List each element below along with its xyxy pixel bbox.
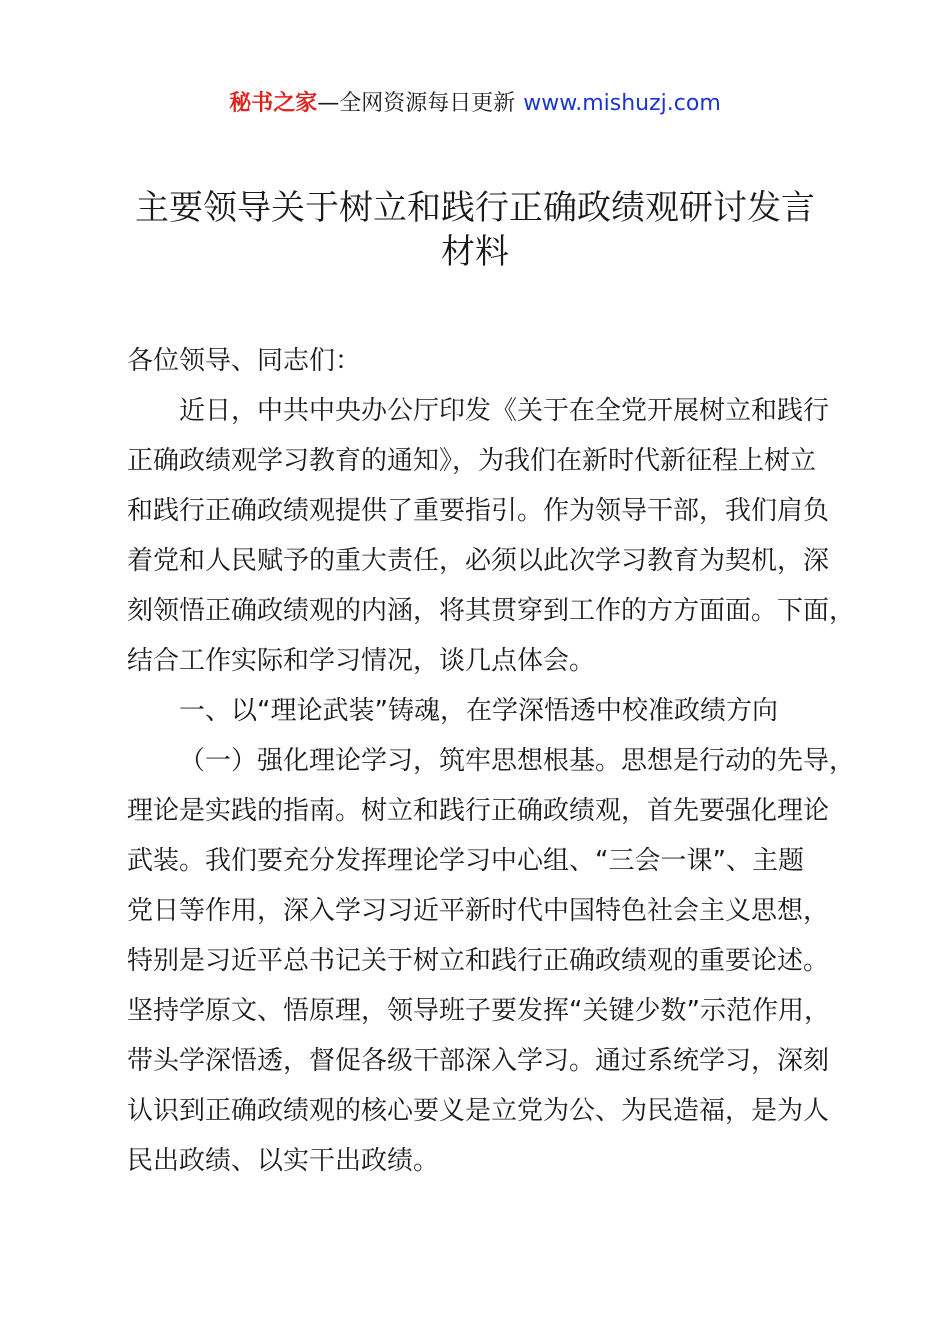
tagline: —全网资源每日更新 xyxy=(317,91,516,116)
section-para-line: 坚持学原文、悟原理，领导班子要发挥“关键少数”示范作用， xyxy=(127,996,830,1026)
document-body xyxy=(127,336,862,1186)
section-para-line: 特别是习近平总书记关于树立和践行正确政绩观的重要论述。 xyxy=(127,946,830,976)
section-heading: 一、以“理论武装”铸魂，在学深悟透中校准政绩方向 xyxy=(179,696,778,726)
intro-line: 正确政绩观学习教育的通知》，为我们在新时代新征程上树立 xyxy=(127,446,817,476)
intro-line: 和践行正确政绩观提供了重要指引。作为领导干部，我们肩负 xyxy=(127,496,830,526)
section-para-line: 认识到正确政绩观的核心要义是立党为公、为民造福，是为人 xyxy=(127,1096,830,1126)
header-banner xyxy=(0,88,950,120)
brand-name: 秘书之家 xyxy=(229,91,318,116)
document-title xyxy=(100,186,850,274)
intro-line: 结合工作实际和学习情况，谈几点体会。 xyxy=(127,646,596,676)
section-para-line: （一）强化理论学习，筑牢思想根基。思想是行动的先导， xyxy=(179,746,856,776)
title-line-2: 材料 xyxy=(441,232,509,272)
section-para-line: 理论是实践的指南。树立和践行正确政绩观，首先要强化理论 xyxy=(127,796,830,826)
salutation: 各位领导、同志们： xyxy=(127,346,362,376)
section-para-line: 武装。我们要充分发挥理论学习中心组、“三会一课”、主题 xyxy=(127,846,804,876)
intro-line: 刻领悟正确政绩观的内涵，将其贯穿到工作的方方面面。下面， xyxy=(127,596,856,626)
site-url-link[interactable]: www.mishuzj.com xyxy=(523,91,721,116)
section-para-line: 带头学深悟透，督促各级干部深入学习。通过系统学习，深刻 xyxy=(127,1046,830,1076)
section-para-line: 民出政绩、以实干出政绩。 xyxy=(127,1146,440,1176)
section-para-line: 党日等作用，深入学习习近平新时代中国特色社会主义思想， xyxy=(127,896,830,926)
intro-line: 近日，中共中央办公厅印发《关于在全党开展树立和践行 xyxy=(179,396,830,426)
intro-line: 着党和人民赋予的重大责任，必须以此次学习教育为契机，深 xyxy=(127,546,830,576)
title-line-1: 主要领导关于树立和践行正确政绩观研讨发言 xyxy=(135,188,815,228)
